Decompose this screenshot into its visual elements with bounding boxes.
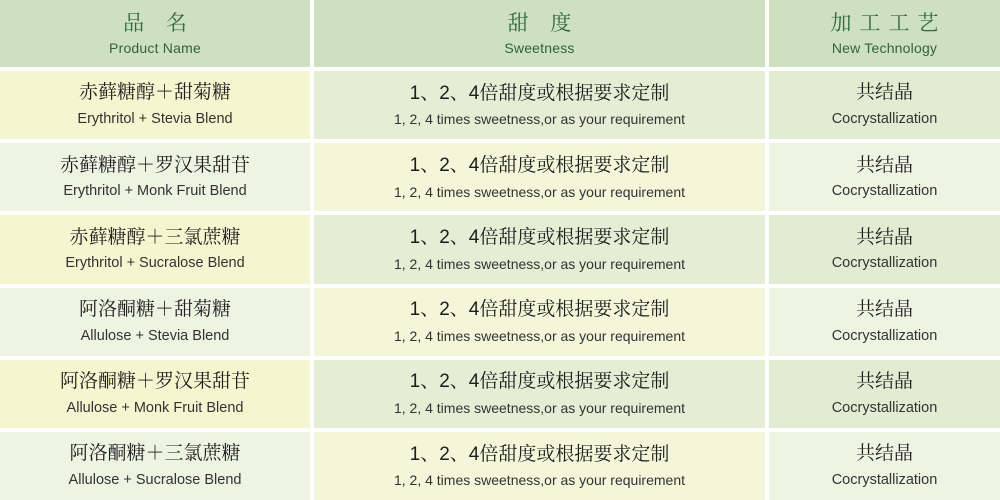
new-technology-cn: 共结晶 [855, 226, 913, 248]
cell-product-name [0, 71, 310, 139]
header-cell-product-name [0, 0, 310, 67]
new-technology-en: Cocrystallization [831, 111, 938, 128]
header-new-technology-en: New Technology [831, 40, 938, 57]
new-technology-en: Cocrystallization [831, 255, 938, 272]
cell-sweetness [310, 71, 765, 139]
cell-product-name [0, 288, 310, 356]
product-name-en: Erythritol + Sucralose Blend [65, 255, 245, 272]
cell-new-technology [765, 288, 1000, 356]
product-name-en: Allulose + Sucralose Blend [68, 471, 242, 488]
table-row [0, 211, 1000, 283]
cell-new-technology [765, 432, 1000, 500]
new-technology-en: Cocrystallization [831, 327, 938, 344]
cell-sweetness [310, 360, 765, 428]
table-row [0, 67, 1000, 139]
header-cell-sweetness [310, 0, 765, 67]
new-technology-en: Cocrystallization [831, 471, 938, 488]
product-name-en: Allulose + Stevia Blend [80, 327, 230, 344]
new-technology-en: Cocrystallization [831, 399, 938, 416]
product-name-cn: 阿洛酮糖＋三氯蔗糖 [69, 443, 241, 465]
sweetness-cn: 1、2、4倍甜度或根据要求定制 [409, 227, 670, 249]
product-name-cn: 赤藓糖醇＋三氯蔗糖 [69, 226, 241, 248]
header-sweetness-en: Sweetness [504, 40, 575, 57]
sweetness-cn: 1、2、4倍甜度或根据要求定制 [409, 82, 670, 104]
sweetness-en: 1, 2, 4 times sweetness,or as your requirement [393, 400, 686, 417]
cell-product-name [0, 215, 310, 283]
cell-sweetness [310, 288, 765, 356]
product-name-en: Erythritol + Monk Fruit Blend [63, 183, 247, 200]
new-technology-cn: 共结晶 [855, 298, 913, 320]
product-name-en: Erythritol + Stevia Blend [77, 111, 233, 128]
header-sweetness-cn: 甜 度 [507, 11, 580, 35]
table-row [0, 284, 1000, 356]
header-new-technology-cn: 加工工艺 [830, 11, 947, 35]
header-product-name-cn: 品 名 [123, 11, 195, 35]
new-technology-en: Cocrystallization [831, 183, 938, 200]
cell-new-technology [765, 71, 1000, 139]
sweetness-en: 1, 2, 4 times sweetness,or as your requirement [393, 111, 686, 128]
product-name-en: Allulose + Monk Fruit Blend [66, 399, 244, 416]
cell-product-name [0, 143, 310, 211]
sweetness-en: 1, 2, 4 times sweetness,or as your requirement [393, 183, 686, 200]
table-row [0, 139, 1000, 211]
sweetness-cn: 1、2、4倍甜度或根据要求定制 [409, 443, 670, 465]
cell-new-technology [765, 143, 1000, 211]
cell-sweetness [310, 215, 765, 283]
cell-product-name [0, 432, 310, 500]
header-cell-new-technology [765, 0, 1000, 67]
new-technology-cn: 共结晶 [855, 371, 913, 393]
cell-new-technology [765, 215, 1000, 283]
sweetness-en: 1, 2, 4 times sweetness,or as your requirement [393, 255, 686, 272]
header-product-name-en: Product Name [109, 40, 201, 57]
table-header-row [0, 0, 1000, 67]
new-technology-cn: 共结晶 [855, 443, 913, 465]
sweetness-cn: 1、2、4倍甜度或根据要求定制 [409, 371, 670, 393]
table-row [0, 356, 1000, 428]
sweetness-cn: 1、2、4倍甜度或根据要求定制 [409, 299, 670, 321]
cell-sweetness [310, 143, 765, 211]
new-technology-cn: 共结晶 [855, 154, 913, 176]
table-row [0, 428, 1000, 500]
new-technology-cn: 共结晶 [855, 82, 913, 104]
product-name-cn: 赤藓糖醇＋罗汉果甜苷 [59, 154, 250, 176]
sweetness-cn: 1、2、4倍甜度或根据要求定制 [409, 154, 670, 176]
product-name-cn: 赤藓糖醇＋甜菊糖 [78, 82, 231, 104]
cell-product-name [0, 360, 310, 428]
product-name-cn: 阿洛酮糖＋甜菊糖 [78, 298, 231, 320]
cell-new-technology [765, 360, 1000, 428]
sweetness-en: 1, 2, 4 times sweetness,or as your requirement [393, 327, 686, 344]
sweetness-en: 1, 2, 4 times sweetness,or as your requirement [393, 472, 686, 489]
cell-sweetness [310, 432, 765, 500]
product-name-cn: 阿洛酮糖＋罗汉果甜苷 [59, 371, 250, 393]
